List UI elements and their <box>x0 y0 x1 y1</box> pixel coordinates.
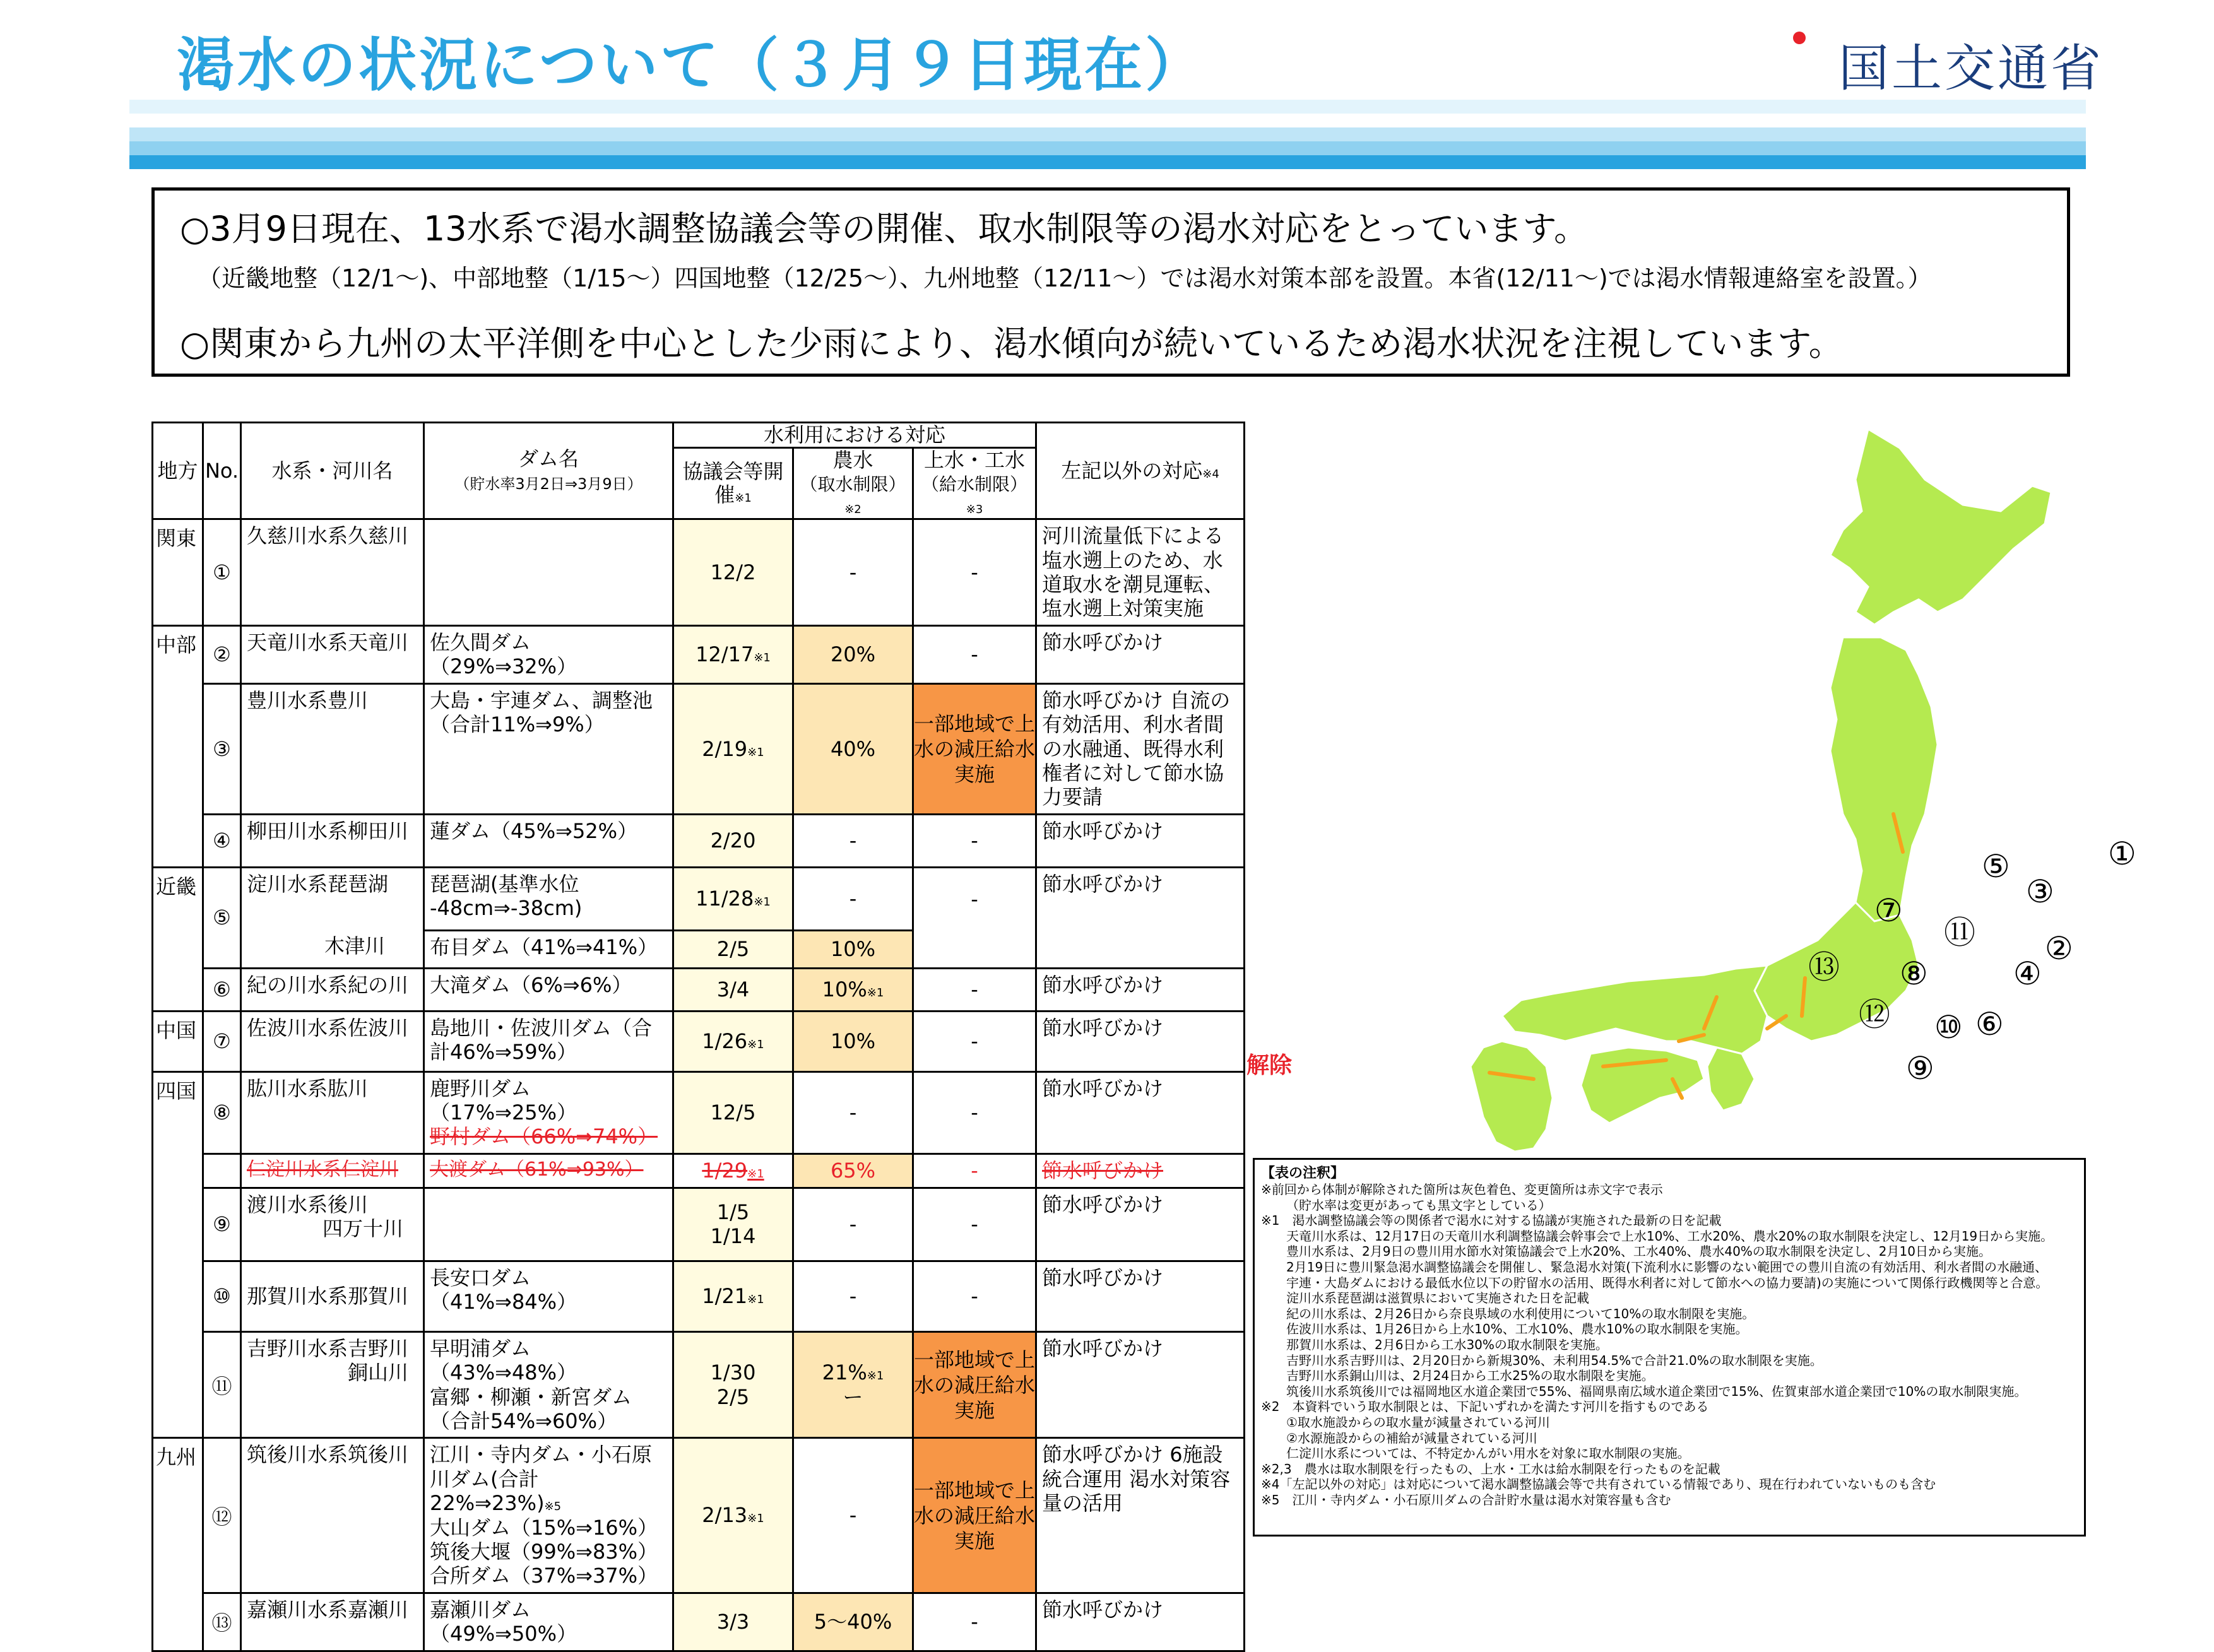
map-label-13: ⑬ <box>1808 949 1840 986</box>
header-water-use: 水利用における対応 <box>673 423 1036 448</box>
table-row: 近畿 ⑤ 淀川水系琵琶湖 琵琶湖(基準水位 -48cm⇒-38cm) 11/28※1 - - 節水呼びかけ <box>153 867 1245 930</box>
map-label-3: ③ <box>2026 873 2054 910</box>
hokkaido-shape <box>1830 429 2051 625</box>
ministry-emblem-icon <box>1764 24 1827 87</box>
kii-shape <box>1707 1047 1755 1111</box>
summary-box <box>151 187 2070 377</box>
table-row: ⑬ 嘉瀬川水系嘉瀬川 嘉瀬川ダム（49%⇒50%） 3/3 5～40% - 節水呼びかけ <box>153 1593 1245 1651</box>
map-label-1: ① <box>2108 835 2136 872</box>
map-label-11: ⑪ <box>1944 914 1975 951</box>
map-label-9: ⑨ <box>1906 1050 1934 1087</box>
table-row: 中部 ② 天竜川水系天竜川 佐久間ダム（29%⇒32%） 12/17※1 20% - 節水呼びかけ <box>153 625 1245 683</box>
summary-line-2: （近畿地整（12/1～)、中部地整（1/15～）四国地整（12/25～）、九州地整（12/11～）では渇水対策本部を設置。本省(12/11～)では渇水情報連絡室を設置。） <box>198 264 1932 292</box>
ministry-logo <box>1764 24 2104 98</box>
ministry-name: 国土交通省 <box>1838 39 2104 98</box>
region-cell: 関東 <box>153 519 203 626</box>
map-label-8: ⑧ <box>1900 955 1928 992</box>
table-notes: 【表の注釈】 ※前回から体制が解除された箇所は灰色着色、変更箇所は赤文字で表示 （貯水率は変更があっても黒文字としている） ※1 渇水調整協議会等の関係者で渇水に対する協議が実施された最新の日を記載 天竜川水系は、12月17日の天竜川水利調整協議会幹事会で上水10%、工水20%、農水20%の取水制限を決定し、12月19日から実施。 豊川水系は、2月9日の豊川用水節水対策協議会で上水20%、工水40%、農水40%の取水制限を決定し、2月10日から実施。 2月19日に豊川緊急渇水調整協議会を開催し、緊急渇水対策(下流利水に影響のない範囲での豊川自流の有効活用、利水者間の水融通、 宇連・大島ダムにおける最低水位以下の貯留水の活用、既得水利者に対して節水への協力要請)の実施について関係行政機関等と合意。 淀川水系琵琶湖は滋賀県において実施された日を記載 紀の川水系は、2月26日から奈良県域の水利使用について10%の取水制限を実施。 佐波川水系は、1月26日から上水10%、工水10%、農水10%の取水制限を実施。 那賀川水系は、2月6日から工水30%の取水制限を実施。 吉野川水系吉野川は、2月20日から新規30%、未利用54.5%で合計21.0%の取水制限を実施。 吉野川水系銅山川は、2月24日から工水25%の取水制限を実施。 筑後川水系筑後川では福岡地区水道企業団で55%、福岡県南広域水道企業団で15%、佐賀東部水道企業団で10%の取水制限実施。 ※2 本資料でいう取水制限とは、下記いずれかを満たす河川を指すものである ①取水施設からの取水量が減量されている河川 ②水源施設からの補給が減量されている河川 仁淀川水系については、不特定かんがい用水を対象に取水制限の実施。 ※2,3 農水は取水制限を行ったもの、上水・工水は給水制限を行ったものを記載 ※4「左記以外の対応」は対応について渇水調整協議会等で共有されている情報であり、現在行われていないものも含む ※5 江川・寺内ダム・小石原川ダムの合計貯水量は渇水対策容量も含む <box>1253 1158 2086 1537</box>
tohoku-shape <box>1830 637 1938 921</box>
table-row: 中国 ⑦ 佐波川水系佐波川 島地川・佐波川ダム（合計46%⇒59%） 1/26※1 10% - 節水呼びかけ <box>153 1011 1245 1071</box>
table-row: ⑪ 吉野川水系吉野川 銅山川 早明浦ダム（43%⇒48%） 富郷・柳瀬・新宮ダム（合計54%⇒60%） 1/30 2/5 21%※1 ー 一部地域で上水の減圧給水実施 節水呼びかけ <box>153 1331 1245 1438</box>
map-label-7: ⑦ <box>1874 892 1903 929</box>
map-label-6: ⑥ <box>1975 1006 2004 1042</box>
table-row-released: 仁淀川水系仁淀川 大渡ダム（61%⇒93%） 1/29※1 65% - 節水呼びかけ <box>153 1153 1245 1188</box>
table-row: 九州 ⑫ 筑後川水系筑後川 江川・寺内ダム・小石原川ダム(合計22%⇒23%)※5 大山ダム（15%⇒16%） 筑後大堰（99%⇒83%） 合所ダム（37%⇒37%） 2/13※1 - 一部地域で上水の減圧給水実施 節水呼びかけ 6施設統合運用 渇水対策容量の活用 <box>153 1438 1245 1593</box>
kinki-chugoku-shape <box>1502 965 1767 1054</box>
map-label-2: ② <box>2045 930 2073 967</box>
map-label-12: ⑫ <box>1859 996 1890 1033</box>
release-label: 解除 <box>1246 1053 1293 1078</box>
map-label-5: ⑤ <box>1982 848 2010 885</box>
header-stripes <box>129 100 2086 169</box>
header-river: 水系・河川名 <box>241 423 424 519</box>
header-no: No. <box>203 423 241 519</box>
table-row: ⑥ 紀の川水系紀の川 大滝ダム（6%⇒6%） 3/4 10%※1 - 節水呼びかけ <box>153 968 1245 1011</box>
header-other: 左記以外の対応※4 <box>1036 423 1245 519</box>
page-title: 渇水の状況について（３月９日現在） <box>177 32 1206 99</box>
summary-line-1: ○3月9日現在、13水系で渇水調整協議会等の開催、取水制限等の渇水対応をとっています。 <box>180 209 1589 249</box>
table-row: ⑩ 那賀川水系那賀川 長安口ダム（41%⇒84%） 1/21※1 - - 節水呼びかけ <box>153 1261 1245 1331</box>
header-agri: 農水 （取水制限）※2 <box>793 447 913 519</box>
japan-map <box>1237 410 2136 1155</box>
table-row: 四国 ⑧ 肱川水系肱川 鹿野川ダム（17%⇒25%） 野村ダム（66%⇒74%） 12/5 - - 節水呼びかけ <box>153 1071 1245 1153</box>
header-dam: ダム名 （貯水率3月2日⇒3月9日） <box>424 423 673 519</box>
drought-status-table <box>151 422 1245 1652</box>
header-supply: 上水・工水 （給水制限）※3 <box>913 447 1036 519</box>
shikoku-shape <box>1581 1047 1704 1123</box>
header-council: 協議会等開催※1 <box>673 447 793 519</box>
table-row: ③ 豊川水系豊川 大島・宇連ダム、調整池（合計11%⇒9%） 2/19※1 40% 一部地域で上水の減圧給水実施 節水呼びかけ 自流の有効活用、利水者間の水融通、既得水利権者に対して節水協力要請 <box>153 683 1245 814</box>
table-row: 関東 ① 久慈川水系久慈川 12/2 - - 河川流量低下による塩水遡上のため、水道取水を潮見運転、塩水遡上対策実施 <box>153 519 1245 626</box>
map-label-10: ⑩ <box>1934 1009 1963 1046</box>
table-row: ⑨ 渡川水系後川 四万十川 1/5 1/14 - - 節水呼びかけ <box>153 1188 1245 1261</box>
summary-line-3: ○関東から九州の太平洋側を中心とした少雨により、渇水傾向が続いているため渇水状況を注視しています。 <box>180 324 1843 363</box>
table-row: 木津川 布目ダム（41%⇒41%） 2/5 10% <box>153 930 1245 968</box>
kyushu-shape <box>1471 1041 1553 1152</box>
header-region: 地方 <box>153 423 203 519</box>
table-row: ④ 柳田川水系柳田川 蓮ダム（45%⇒52%） 2/20 - - 節水呼びかけ <box>153 814 1245 867</box>
map-label-4: ④ <box>2013 955 2042 992</box>
